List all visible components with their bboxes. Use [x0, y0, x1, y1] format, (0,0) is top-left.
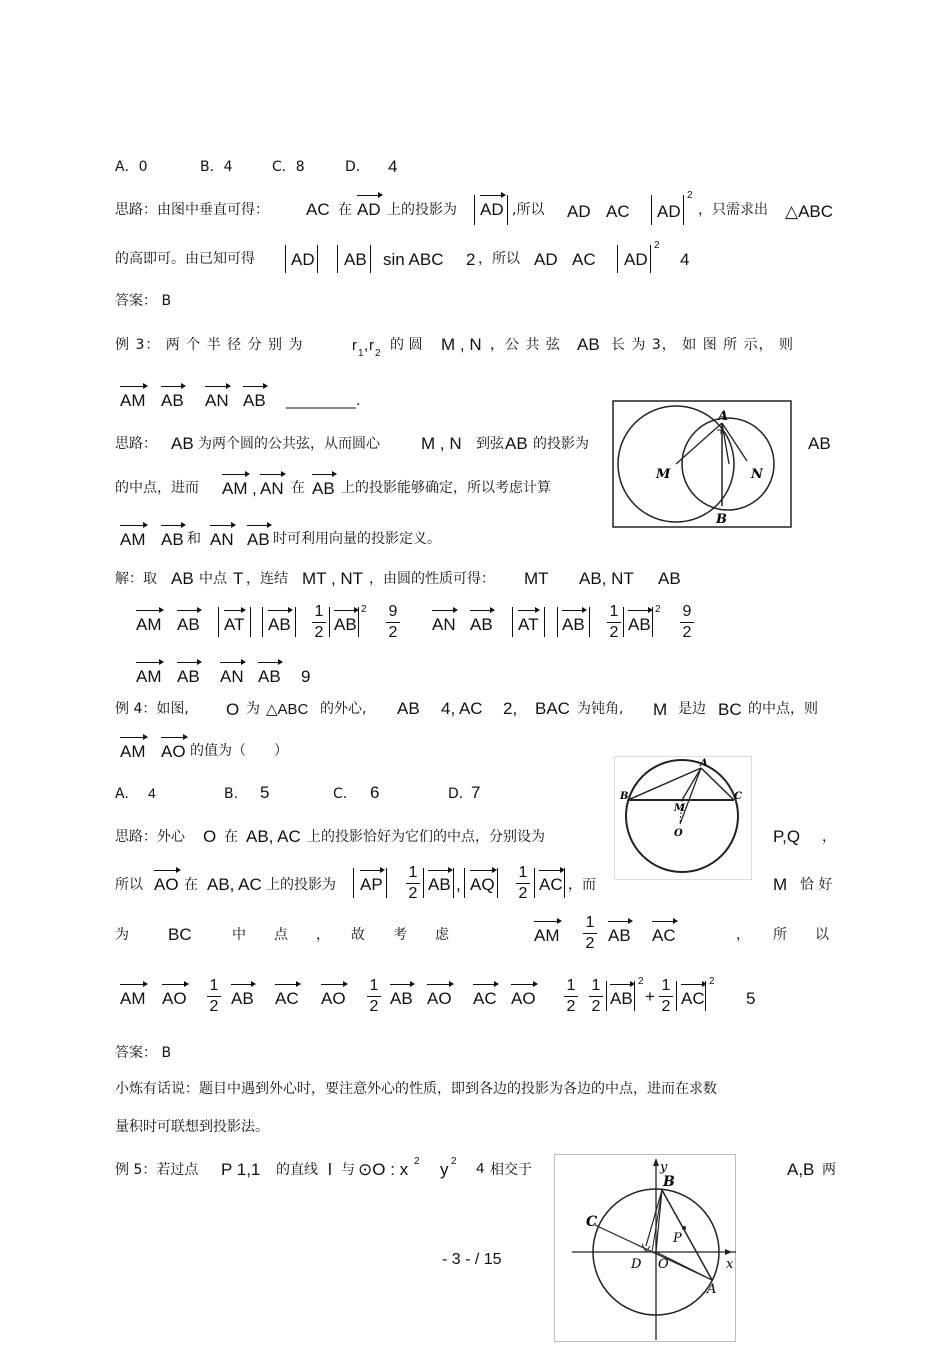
abs-bar — [564, 868, 565, 898]
text: 在 — [291, 480, 305, 496]
text: 与 — [341, 1162, 355, 1178]
text: 长 为 3， 如 图 所 示， 则 — [611, 337, 795, 353]
points-mn: M , N — [441, 335, 482, 354]
example-3-heading: 例 3： 两 个 半 径 分 别 为 — [115, 337, 304, 353]
abs-bar — [705, 981, 706, 1011]
text: 所 以 — [773, 927, 829, 943]
text: y — [440, 1160, 449, 1179]
label-c: C — [586, 1214, 598, 1230]
vec-ab: AB — [312, 479, 335, 498]
vec-ab: AB — [231, 989, 254, 1008]
label-b: B — [663, 1174, 675, 1190]
text: 的值为（ ） — [190, 743, 288, 759]
text: 上的投影能够确定，所以考虑计算 — [341, 480, 551, 496]
vec-ad: AD — [534, 250, 558, 269]
fraction-nine-halves: 9 2 — [386, 603, 400, 642]
vec-ab: AB — [243, 391, 266, 410]
vec-ao: AO — [161, 742, 186, 761]
label-n: N — [751, 467, 763, 482]
fraction-nine-halves: 9 2 — [680, 603, 694, 642]
triangle-abc: △ABC — [266, 701, 309, 718]
text: AB, NT — [579, 569, 634, 588]
text: 2, — [503, 699, 518, 718]
option-d: D. — [448, 786, 464, 802]
option-a: A. — [115, 786, 129, 802]
subscript: 2 — [375, 348, 381, 359]
abs-bar — [651, 195, 652, 225]
segment-mt: MT — [524, 569, 549, 588]
option-d: D． — [345, 159, 370, 175]
text: 4, AC — [441, 699, 483, 718]
vec-an: AN — [260, 479, 284, 498]
text: ，而 — [568, 877, 596, 893]
text: + — [645, 987, 655, 1006]
label-o: O — [658, 1257, 669, 1272]
vec-ab: AB — [344, 250, 367, 269]
option-b: B. — [224, 786, 239, 802]
option-c-value: 6 — [370, 783, 380, 802]
r2: r — [369, 337, 374, 354]
abs-bar — [512, 607, 513, 637]
text: 中点 — [199, 571, 227, 587]
text: 的外心, — [320, 701, 367, 717]
abs-bar — [557, 607, 558, 637]
label-c: C — [734, 791, 742, 802]
text: 的中点，进而 — [115, 480, 199, 496]
vec-ao: AO — [154, 875, 179, 894]
vec-ac: AC — [275, 989, 299, 1008]
value: 4 — [680, 250, 690, 269]
vec-at: AT — [518, 615, 539, 634]
chord-ab: AB — [505, 434, 528, 453]
abs-bar — [676, 981, 677, 1011]
point-o: O — [226, 700, 240, 719]
vec-an: AN — [432, 615, 456, 634]
vec-ao: AO — [162, 989, 187, 1008]
vec-ab: AB — [161, 530, 184, 549]
vec-aq: AQ — [470, 875, 495, 894]
chord-ab: AB — [658, 569, 681, 588]
vec-am: AM — [222, 479, 248, 498]
vec-an: AN — [210, 530, 234, 549]
vec-am: AM — [120, 391, 146, 410]
abs-bar — [544, 607, 545, 637]
point-p: P 1,1 — [221, 1160, 261, 1179]
points-mn: M , N — [421, 434, 462, 453]
fraction-half: 1 2 — [312, 603, 326, 642]
answer-blank: __________. — [286, 393, 361, 409]
vec-ao: AO — [511, 989, 536, 1008]
abs-bar — [370, 245, 371, 273]
abs-bar — [464, 868, 465, 898]
abs-bar — [534, 868, 535, 898]
vec-am: AM — [120, 989, 146, 1008]
vec-ac: AC — [539, 875, 563, 894]
answer-1: 答案： B — [115, 293, 172, 309]
page-number: - 3 - / 15 — [442, 1251, 502, 1268]
text: 为两个圆的公共弦，从而圆心 — [198, 436, 380, 452]
text: ,所以 — [512, 202, 545, 218]
points-ab: A,B — [787, 1160, 815, 1179]
option-b: B．4 — [200, 159, 233, 175]
label-b: B — [620, 791, 629, 802]
fraction-half: 1 2 — [564, 977, 578, 1016]
vec-am: AM — [534, 926, 560, 945]
value: 4 — [476, 1160, 485, 1177]
figure-circumcircle — [614, 756, 752, 880]
option-c: C. — [333, 786, 348, 802]
segments-ab-ac: AB, AC — [207, 875, 262, 894]
option-c: C．8 — [272, 159, 305, 175]
vec-ab: AB — [608, 926, 631, 945]
vec-ac: AC — [473, 989, 497, 1008]
exponent: 2 — [451, 1156, 457, 1167]
text: 为钝角, — [577, 701, 624, 717]
vec-am: AM — [136, 667, 162, 686]
point-m: M — [773, 875, 788, 894]
vec-ab: AB — [428, 875, 451, 894]
vec-am: AM — [120, 530, 146, 549]
vec-ap: AP — [360, 875, 383, 894]
vec-ac: AC — [606, 202, 630, 221]
chord-ab: AB — [808, 434, 831, 453]
abs-bar — [250, 607, 251, 637]
abs-bar — [337, 245, 338, 273]
fraction-half: 1 2 — [207, 977, 221, 1016]
text: 的直线 — [276, 1162, 318, 1178]
label-o: O — [674, 828, 683, 839]
fraction-half: 1 2 — [607, 603, 621, 642]
abs-bar — [218, 607, 219, 637]
abs-bar — [650, 245, 651, 273]
vec-ad: AD — [480, 200, 504, 219]
think-label: 思路：外心 — [115, 829, 185, 845]
vec-ad: AD — [567, 202, 591, 221]
exponent: 2 — [414, 1156, 420, 1167]
text: 所以 — [115, 877, 143, 893]
think-label: 思路：由图中垂直可得： — [115, 202, 269, 218]
note-line-2: 量积时可联想到投影法。 — [115, 1119, 269, 1135]
angle-bac: BAC — [535, 699, 570, 718]
figure-two-circles — [612, 400, 792, 528]
option-a: A．0 — [115, 159, 148, 175]
segments-ab-ac: AB, AC — [246, 827, 301, 846]
text: 上的投影为 — [387, 202, 457, 218]
fraction-half: 1 2 — [583, 914, 597, 953]
vec-ab: AB — [562, 615, 585, 634]
text: 和 — [187, 531, 201, 547]
chord-ab: AB — [171, 569, 194, 588]
fraction-half: 1 2 — [406, 864, 420, 903]
result-value: 5 — [746, 989, 756, 1008]
text: ，连结 — [246, 571, 288, 587]
vec-ab: AB — [628, 615, 651, 634]
text: ， — [736, 927, 750, 943]
subscript: 1 — [358, 348, 364, 359]
exponent: 2 — [687, 190, 693, 201]
abs-bar — [317, 245, 318, 273]
abs-bar — [589, 607, 590, 637]
text: 的高即可。由已知可得 — [115, 251, 255, 267]
text: ，公 共 弦 — [490, 337, 561, 353]
text: 为 — [115, 927, 129, 943]
vec-am: AM — [120, 742, 146, 761]
triangle-abc: △ABC — [785, 202, 834, 221]
text: 为 — [246, 701, 260, 717]
vec-ac: AC — [572, 250, 596, 269]
point-m: M — [653, 700, 668, 719]
vec-ab: AB — [470, 615, 493, 634]
exponent: 2 — [655, 604, 661, 615]
vec-ab: AB — [390, 989, 413, 1008]
note-line-1: 小炼有话说：题目中遇到外心时，要注意外心的性质，即到各边的投影为各边的中点，进而在求数 — [115, 1081, 717, 1097]
label-m: M — [674, 803, 686, 814]
text: ， — [822, 829, 836, 845]
abs-bar — [358, 607, 359, 637]
option-b-value: 5 — [260, 783, 270, 802]
abs-bar — [652, 607, 653, 637]
points-pq: P,Q — [773, 827, 801, 846]
fraction-half: 1 2 — [367, 977, 381, 1016]
abs-bar — [617, 245, 618, 273]
label-a: A — [700, 758, 708, 769]
vec-ab: AB — [177, 667, 200, 686]
segment-bc: BC — [168, 925, 192, 944]
text: 在 — [184, 877, 198, 893]
abs-bar — [353, 868, 354, 898]
vec-ab: AB — [258, 667, 281, 686]
segments-mt-nt: MT , NT — [302, 569, 364, 588]
text: 在 — [338, 202, 352, 218]
text: 恰 好 — [800, 877, 833, 893]
line-l: l — [328, 1160, 332, 1179]
fraction-half: 1 2 — [589, 977, 603, 1016]
vec-ab: AB — [334, 615, 357, 634]
label-a: A — [707, 1282, 717, 1297]
text: , — [364, 337, 369, 354]
text: 是边 — [678, 701, 706, 717]
label-m: M — [656, 467, 671, 482]
vec-ab: AB — [161, 391, 184, 410]
text: 的中点，则 — [748, 701, 818, 717]
label-x: x — [726, 1257, 734, 1272]
abs-bar — [683, 195, 684, 225]
fraction-half: 1 2 — [516, 864, 530, 903]
think-label: 思路： — [115, 436, 157, 452]
point-o: O — [203, 827, 217, 846]
vec-ab: AB — [268, 615, 291, 634]
abs-bar — [606, 981, 607, 1011]
abs-bar — [285, 245, 286, 273]
abs-bar — [386, 868, 387, 898]
abs-bar — [634, 981, 635, 1011]
label-a: A — [718, 409, 729, 424]
text: 上的投影为 — [266, 877, 336, 893]
vec-ab: AB — [610, 989, 633, 1008]
segment-ab: AB — [397, 699, 420, 718]
text: 两 — [822, 1162, 836, 1178]
label-b: B — [716, 512, 727, 527]
answer-2: 答案： B — [115, 1045, 172, 1061]
vec-ao: AO — [427, 989, 452, 1008]
abs-bar — [423, 868, 424, 898]
value: 2 — [466, 250, 476, 269]
vec-ad: AD — [657, 202, 681, 221]
result-value: 9 — [301, 667, 311, 686]
abs-bar — [453, 868, 454, 898]
text: ，所以 — [478, 251, 520, 267]
text: 相交于 — [490, 1162, 532, 1178]
abs-bar — [507, 195, 508, 225]
abs-bar — [329, 607, 330, 637]
text: ，由圆的性质可得： — [369, 571, 495, 587]
abs-bar — [497, 868, 498, 898]
vec-ao: AO — [321, 989, 346, 1008]
example-5-heading: 例 5：若过点 — [115, 1162, 199, 1178]
r1: r — [352, 337, 357, 354]
vec-ac: AC — [652, 926, 676, 945]
fraction-half: 1 2 — [659, 977, 673, 1016]
abs-bar — [474, 195, 475, 225]
chord-ab: AB — [577, 335, 600, 354]
segment-bc: BC — [718, 700, 742, 719]
exponent: 2 — [709, 976, 715, 987]
text: 中 点 ， 故 考 虑 — [232, 927, 449, 943]
text: ，只需求出 — [698, 202, 768, 218]
abs-bar — [623, 607, 624, 637]
text: 在 — [224, 829, 238, 845]
label-d: D — [631, 1257, 642, 1272]
vec-ab: AB — [177, 615, 200, 634]
text: 上的投影恰好为它们的中点，分别设为 — [307, 829, 545, 845]
circle-o-equation: ⊙O : x — [358, 1160, 409, 1179]
chord-ab: AB — [171, 434, 194, 453]
abs-bar — [262, 607, 263, 637]
exponent: 2 — [654, 240, 660, 251]
vec-at: AT — [224, 615, 245, 634]
option-d-value: 4 — [388, 157, 398, 176]
vec-ac: AC — [681, 989, 705, 1008]
sin-abc: sin ABC — [383, 250, 444, 269]
vec-am: AM — [136, 615, 162, 634]
vec-ad: AD — [291, 250, 315, 269]
vec-ab: AB — [247, 530, 270, 549]
example-4-heading: 例 4：如图, — [115, 701, 189, 717]
point-t: T — [233, 569, 244, 588]
label-p: P — [673, 1231, 682, 1246]
text: 的投影为 — [533, 436, 589, 452]
vec-ad: AD — [357, 200, 381, 219]
figure-circle-coordinates — [554, 1154, 736, 1342]
option-d-value: 7 — [471, 783, 481, 802]
abs-bar — [295, 607, 296, 637]
label-y: y — [660, 1160, 668, 1175]
exponent: 2 — [361, 604, 367, 615]
vec-an: AN — [205, 391, 229, 410]
text: 的 圆 — [390, 337, 423, 353]
vec-ac: AC — [306, 200, 330, 219]
exponent: 2 — [638, 976, 644, 987]
text: 到弦 — [476, 436, 504, 452]
solution-label: 解：取 — [115, 571, 157, 587]
text: 时可利用向量的投影定义。 — [273, 531, 441, 547]
option-a-value: 4 — [148, 785, 156, 801]
vec-ad: AD — [624, 250, 648, 269]
vec-an: AN — [220, 667, 244, 686]
